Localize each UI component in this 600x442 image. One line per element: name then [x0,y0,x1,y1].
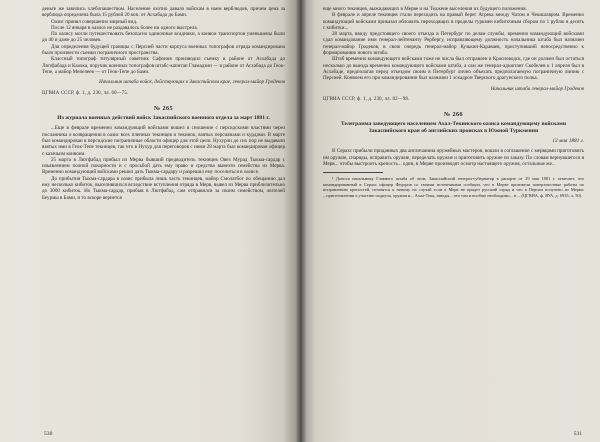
paragraph: Классный топограф титулярный советник Сафонов производил съемку в районе от Асхабада до Лютфабада и Каахка, поручик военных топографов штабс-капитан Гламадзин — в районе от Асхабада до Геок-Тепе, а майор Мепелеев — от Геок-Тепе до Бами. [42,56,285,75]
paragraph: Оазис принял совершенно мирный вид. [51,18,138,25]
book-gutter [296,0,306,442]
page-number: 530 [44,431,53,437]
paragraph: Штаб временно командующего войсками тоже не числа был отправлен в Красноводск, где он должен был остаться несколько до выезда временно командующего войсками штаба, а сам же генерал-адъютант Скобелев к 1 апреля был в Асхабаде, предполагая перед отъездом своим в Петербург лично объехать предполагаемую пограничную линию с Персией. Конвоем его при командировании был назначен 1 эскадрон Тверского драгунского полка. [323,56,584,82]
document-number: № 265 [153,104,174,112]
right-page [301,0,600,442]
paragraph: ...Еще в феврале временно командующий войсками вошел в сношение с персидскими властями через посланника о возвращении в оазис всех пленных текинцев и текинок, взятых персиянами и курдами. В марте был командирован в персидские пограничные области офицер для этой цели. Нухурли до сих пор не выдавали взятых ими в Геок-Тепе текинцев, так что в Нухур для переговоров с ними 28 марта был командирован офицер с казачьим конвоем. [42,125,285,157]
paragraph: еще много текинцев, выжидающих в Мерве и на Теджене выселения их будущего положения. [323,6,527,12]
paragraph: В Серахс прибыли приданных два англичанина оружейных мастеров, вошли в соглашение с мервцами приготовить им оружие, снаряды, исправить оружие, переделать оружие и приготовить оружие по заказу. По словам вернувшегося в Мерв... чтобы выстроить крепость... один, в Мерве производят осмотр настоящего оружия, остальные же... [323,148,584,168]
paragraph: После 12 января в оазисе не раздавалось более ни одного выстрела. [51,24,198,31]
document-title: Телеграмма заведующего населением Ахал-Текинского оазиса командующему войсками Закаспийского края об английских происках в Южной Туркмении [340,120,567,134]
archive-source: ЦГВИА СССР, ф. 1, д. 230, лл. 82—98. [323,96,410,102]
footnote-divider [323,172,383,173]
paragraph: 25 марта в Лютфабад прибыл из Мерва бывший предводитель текинцев Овез Мурад Тыкма-сардар с изъявлением полной покорности и с просьбой дать ему право и средства вывезти семейства из Мерва. Временно командующий войсками решил дать Тыкма-сардару и разрешил ему поселиться в оазисе. [42,156,285,176]
paragraph: До прибытия Тыкма-сардара в оазис прибыла лишь часть текинцев, майор Смолатбог по обещанию дал ему несколько кибиток, выселившихся вследствие вступления отряда в Мерв, вывел из Мерва приблизительно до 3000 кибиток. Но Тыкма-сардар, прибыв в Лютфабад, сам отправился за своим семейством, жителей Беурмы в Бами, и то вскоре вернется [42,175,285,201]
paragraph: 28 марта, ввиду предстоящего своего отъезда в Петербург по делам службы, временно командующий войсками сдал командование ими генерал-лейтенанту Рербергу, исправляющему должность начальника штаба был назначен генерал-майор Гродеков, в свою очередь генерал-майор Кузькин-Караваев, приступивший непосредственно к формированию нового штаба. [323,31,584,57]
signature: Начальник штаба генерал-майор Гродеков [490,85,584,92]
document-title: Из журнала военных действий войск Закаспийского военного отдела за март 1881 г. [57,114,270,121]
document-date: 13 мая 1881 г. [552,138,584,145]
archive-source: ЦГВИА СССР, ф. 1, д. 230, лл. 60—75. [42,90,129,96]
paragraph: деньге же завились хлебопашеством. Население охотно давало войскам в наем верблюдов, причем цена за верблюда определена была 15 рублей 20 коп. от Асхабада до Бами. [42,6,285,19]
paragraph: В феврале и апреле текинцев стали переходить на правый берег Атрека между Чатом и Чекишляром. Временно командующий войсками приказал обложить переходящих в пределы туркмен кибиточным сбором по 1 рублю в десять с кибитки... [323,12,584,31]
document-number: № 266 [443,110,464,118]
signature: Начальник штаба войск, действующих в Закаспийском крае, генерал-майор Гродеков [99,79,285,86]
paragraph: Для определения будущей границы с Персией части корпуса военных топографов отряда командирована были произвести съемки пограничного пространства. [42,43,285,57]
paragraph: По оазису могли путешествовать безопасно одиночные всадники, а конвои транспортов уменьшены были до 40 и даже до 25 человек. [42,31,285,44]
footnote: ¹ Донося начальнику Главного штаба об этом, Закаспийский генерал-губернатор в рапорте от 29 мая 1881 г. отмечает, что командированный в Серахс офицер Федоров со своими источниками сообщил, что в Мерве произвели поверхностные работы по исправлению крепостей, готовятся к новому на случай если в Мерв не придет русский отряд и что в Персии получено из Мерва: ...приготовлении к участию подкупа, оружия и... Ахал-Тека, заводы... что там и вообще необходимо... в ... (ЦГВИА, ф. ВУА, д. 6935, л. 50). [323,176,584,198]
page-number: 531 [573,431,582,437]
